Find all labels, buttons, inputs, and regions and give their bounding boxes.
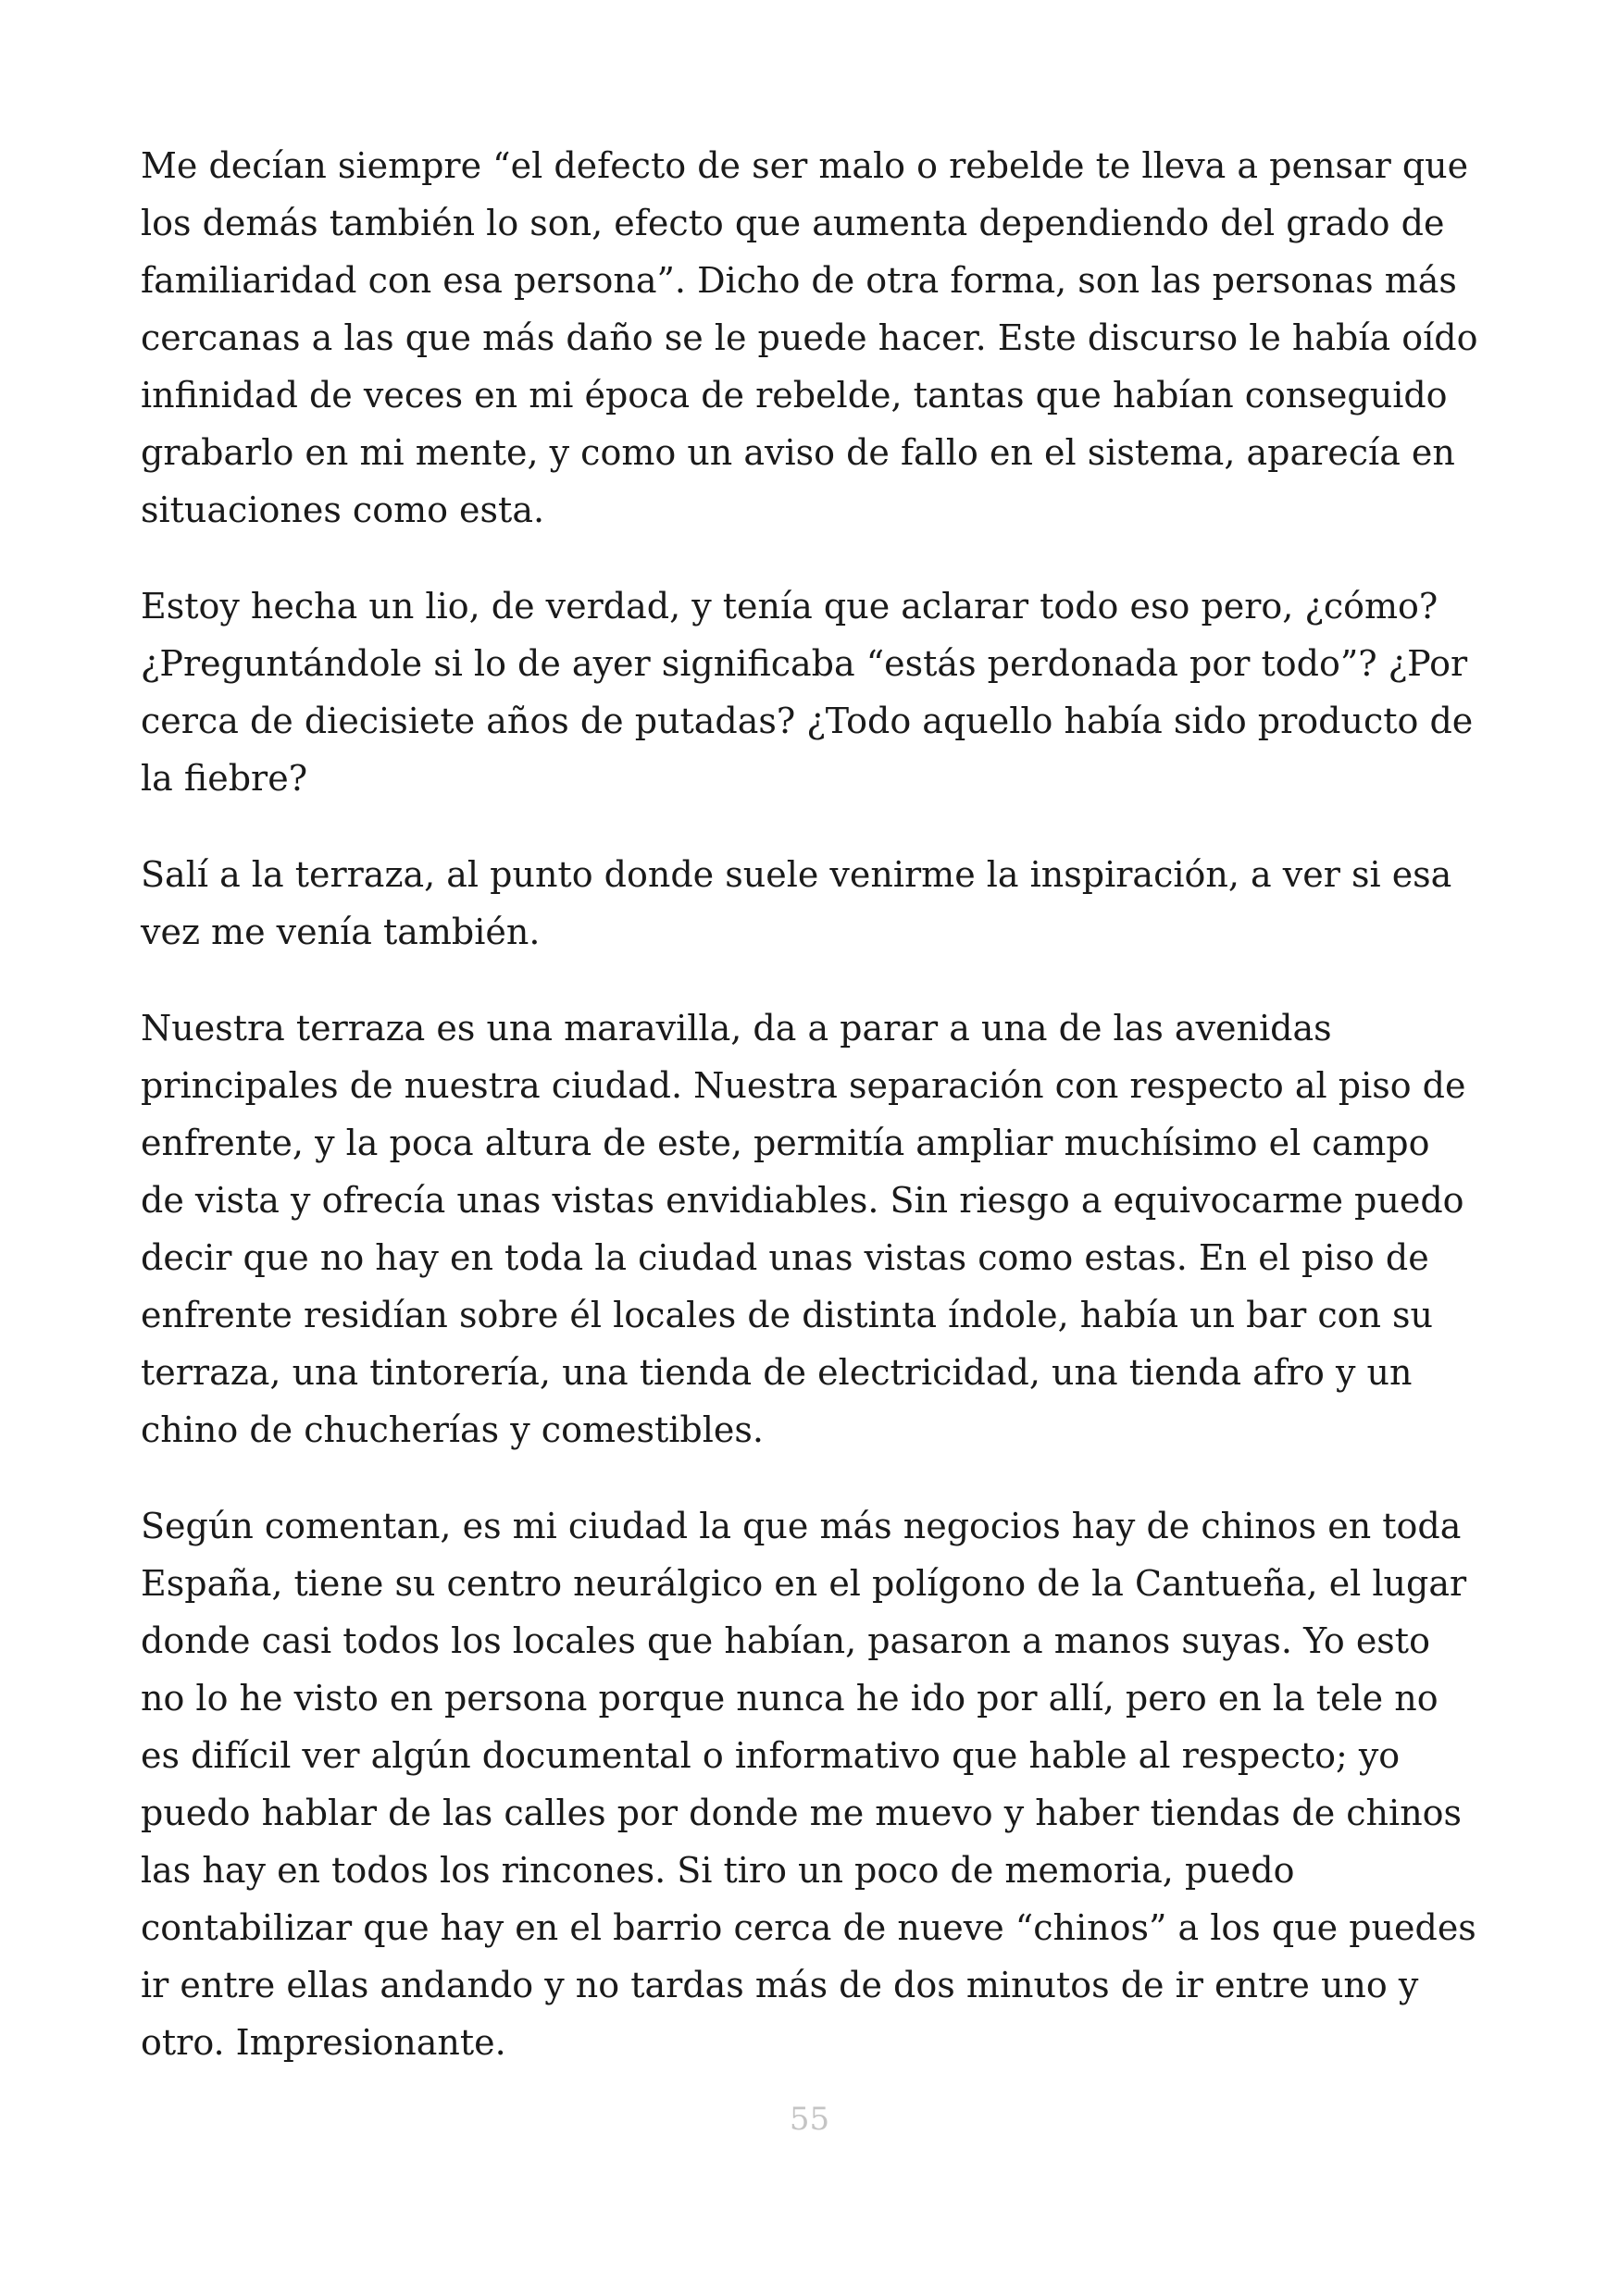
text-line: Salí a la terraza, al punto donde suele venirme la inspiración, a ver si esa bbox=[141, 854, 1452, 895]
text-line: vez me venía también. bbox=[141, 912, 541, 952]
text-line: infinidad de veces en mi época de rebelde, tantas que habían conseguido bbox=[141, 375, 1448, 416]
text-line: principales de nuestra ciudad. Nuestra separación con respecto al piso de bbox=[141, 1065, 1466, 1106]
text-line: situaciones como esta. bbox=[141, 490, 545, 530]
page-number: 55 bbox=[789, 2101, 830, 2138]
text-line: terraza, una tintorería, una tienda de electricidad, una tienda afro y un bbox=[141, 1352, 1413, 1393]
text-line: donde casi todos los locales que habían, pasaron a manos suyas. Yo esto bbox=[141, 1620, 1430, 1661]
text-line: cerca de diecisiete años de putadas? ¿Todo aquello había sido producto de bbox=[141, 701, 1474, 741]
text-line: familiaridad con esa persona”. Dicho de otra forma, son las personas más bbox=[141, 260, 1457, 301]
text-line: ir entre ellas andando y no tardas más de dos minutos de ir entre uno y bbox=[141, 1965, 1419, 2005]
text-line: otro. Impresionante. bbox=[141, 2022, 506, 2063]
text-line: puedo hablar de las calles por donde me muevo y haber tiendas de chinos bbox=[141, 1793, 1463, 1833]
text-line: chino de chucherías y comestibles. bbox=[141, 1409, 764, 1450]
text-line: los demás también lo son, efecto que aumenta dependiendo del grado de bbox=[141, 203, 1445, 243]
paragraph-4 bbox=[141, 999, 1492, 1458]
text-line: España, tiene su centro neurálgico en el polígono de la Cantueña, el lugar bbox=[141, 1563, 1467, 1604]
paragraph-1 bbox=[141, 137, 1492, 539]
text-line: Me decían siempre “el defecto de ser malo o rebelde te lleva a pensar que bbox=[141, 145, 1469, 186]
text-line: grabarlo en mi mente, y como un aviso de fallo en el sistema, aparecía en bbox=[141, 432, 1455, 473]
text-line: las hay en todos los rincones. Si tiro un poco de memoria, puedo bbox=[141, 1850, 1295, 1891]
text-line: Estoy hecha un lio, de verdad, y tenía que aclarar todo eso pero, ¿cómo? bbox=[141, 586, 1438, 627]
text-line: la fiebre? bbox=[141, 758, 308, 799]
text-line: contabilizar que hay en el barrio cerca de nueve “chinos” a los que puedes bbox=[141, 1907, 1476, 1948]
text-line: enfrente, y la poca altura de este, permitía ampliar muchísimo el campo bbox=[141, 1123, 1430, 1163]
text-line: enfrente residían sobre él locales de distinta índole, había un bar con su bbox=[141, 1295, 1434, 1335]
text-line: de vista y ofrecía unas vistas envidiables. Sin riesgo a equivocarme puedo bbox=[141, 1180, 1464, 1221]
text-line: Nuestra terraza es una maravilla, da a parar a una de las avenidas bbox=[141, 1008, 1332, 1049]
text-line: es difícil ver algún documental o informativo que hable al respecto; yo bbox=[141, 1735, 1401, 1776]
text-line: cercanas a las que más daño se le puede hacer. Este discurso le había oído bbox=[141, 317, 1478, 358]
text-line: decir que no hay en toda la ciudad unas vistas como estas. En el piso de bbox=[141, 1237, 1429, 1278]
text-line: ¿Preguntándole si lo de ayer significaba “estás perdonada por todo”? ¿Por bbox=[141, 643, 1468, 684]
paragraph-2 bbox=[141, 577, 1492, 807]
paragraph-3 bbox=[141, 846, 1492, 961]
body-text bbox=[141, 137, 1492, 2110]
text-line: Según comentan, es mi ciudad la que más negocios hay de chinos en toda bbox=[141, 1506, 1462, 1546]
paragraph-5 bbox=[141, 1497, 1492, 2071]
text-line: no lo he visto en persona porque nunca he ido por allí, pero en la tele no bbox=[141, 1678, 1438, 1719]
